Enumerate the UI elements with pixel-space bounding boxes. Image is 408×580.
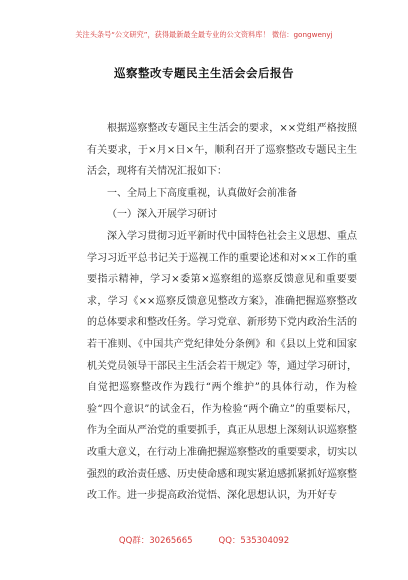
body-paragraph: 深入学习贯彻习近平新时代中国特色社会主义思想、重点学习习近平总书记关于巡视工作的重要论述和对××工作的重要指示精神，学习×委第×巡察组的巡察反馈意见和重要要求，学习《××巡察反馈意见整改方案》，准确把握巡察整改的总体要求和整改任务。学习党章、新形势下党内政治生活的若干准则、《中国共产党纪律处分条例》和《县以上党和国家机关党员领导干部民主生活会若干规定》等，通过学习研讨，自觉把巡察整改作为践行“两个维护”的具体行动，作为检验“四个意识”的试金石，作为检验“两个确立”的重要标尺，作为全面从严治党的重要抓手，真正从思想上深刻认识巡察整改重大意义，在行动上准确把握巡察整改的重要要求，切实以强烈的政治责任感、历史使命感和现实紧迫感抓紧抓好巡察整改工作。进一步提高政治觉悟、深化思想认识，为开好专 xyxy=(87,230,357,502)
qq-number: QQ：535304092 xyxy=(218,536,290,546)
section-heading-1: 一、全局上下高度重视，认真做好会前准备 xyxy=(107,187,297,199)
footer-contact xyxy=(0,534,408,546)
qq-group-number: QQ群：30265665 xyxy=(118,536,193,546)
header-promo-note: 关注头条号“公文研究”，获得最新最全最专业的公文资料库！ 微信：gongwenyj xyxy=(75,30,333,39)
subsection-heading-1: （一）深入开展学习研讨 xyxy=(107,209,217,221)
intro-paragraph: 根据巡察整改专题民主生活会的要求，××党组严格按照有关要求，于×月×日×午，顺利召开了巡察整改专题民主生活会，现将有关情况汇报如下： xyxy=(87,123,357,178)
document-body xyxy=(87,118,357,507)
document-title: 巡察整改专题民主生活会会后报告 xyxy=(114,66,294,80)
